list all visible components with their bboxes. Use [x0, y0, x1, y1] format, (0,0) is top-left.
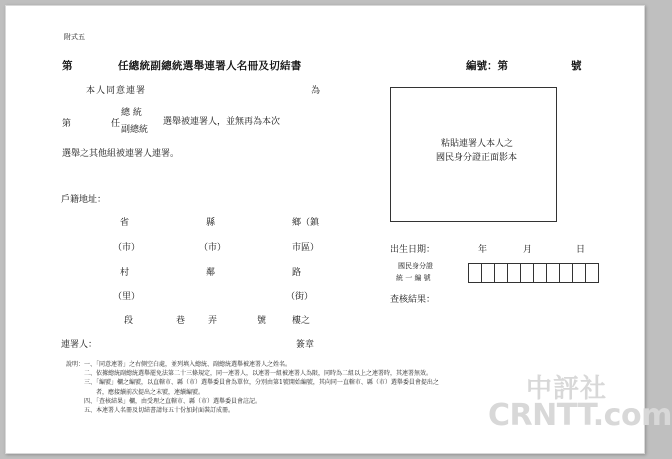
signer-label: 連署人： [61, 340, 98, 350]
id-photo-box [390, 87, 557, 222]
consent-line-2: 選舉被連署人，並無再為本次 [163, 117, 281, 127]
id-digit-box[interactable] [560, 263, 573, 283]
instruction-line: 五、本連署人名冊及切結書請每五十份加封面裝訂成冊。 [66, 407, 235, 415]
watermark-site-text: CRNTT.com [488, 398, 672, 433]
id-number-label-2: 統 一 編 號 [396, 274, 431, 282]
address-li: （里） [113, 292, 141, 302]
address-label: 戶籍地址： [61, 195, 107, 205]
option-president: 總 統 [121, 108, 142, 118]
term-prefix: 第 [62, 60, 73, 72]
instruction-line: 二、依據總統副總統選舉罷免法第二十三條規定，同一連署人，以連署一組被連署人為限，同時為二組以上之連署時，其連署無效。 [66, 370, 433, 378]
consent-ren: 任 [111, 119, 121, 129]
address-nong: 弄 [208, 316, 218, 326]
watermark-logo-text: 中評社 [526, 374, 608, 404]
address-xiang2: 巷 [176, 316, 186, 326]
instruction-line: 三、「編號」欄之編號，以直轄市、縣（市）選舉委員會為單位，分別由第1號開始編號，其向同一直轄市、縣（市）選舉委員會提出之 [66, 379, 439, 387]
address-duan: 段 [124, 316, 134, 326]
consent-line-3: 選舉之其他組被連署人連署。 [62, 149, 180, 159]
id-digit-box[interactable] [534, 263, 547, 283]
instruction-line: 四、「查核結果」欄，由受理之直轄市、縣（市）選舉委員會註記。 [66, 397, 262, 405]
address-lu: 路 [292, 268, 302, 278]
id-digit-box[interactable] [482, 263, 495, 283]
address-lin: 鄰 [206, 268, 216, 278]
address-hao: 號 [257, 316, 267, 326]
form-sheet [5, 5, 672, 454]
birth-month: 月 [523, 245, 533, 255]
annex-label: 附式五 [64, 33, 85, 41]
address-sheng: 省 [120, 218, 130, 228]
birth-year: 年 [478, 245, 488, 255]
form-title: 任總統副總統選舉連署人名冊及切結書 [118, 60, 302, 72]
number-suffix: 號 [571, 60, 582, 72]
consent-wei: 為 [311, 86, 321, 96]
sign-label: 簽章 [296, 340, 315, 350]
birth-day: 日 [576, 245, 586, 255]
photo-box-line-1: 粘貼連署人本人之 [441, 139, 514, 149]
id-digit-box[interactable] [495, 263, 508, 283]
number-label: 編號：第 [466, 60, 508, 72]
check-result-label: 查核結果： [390, 295, 436, 305]
option-vice-president: 副總統 [121, 125, 149, 135]
birth-date-label: 出生日期： [390, 245, 436, 255]
instructions [66, 360, 439, 415]
address-lou: 樓之 [292, 316, 311, 326]
address-xiang: 鄉（鎮 [292, 218, 320, 228]
consent-di: 第 [62, 119, 72, 129]
address-xian: 縣 [206, 218, 216, 228]
address-cun: 村 [120, 268, 130, 278]
address-shiqu: 市區） [292, 243, 320, 253]
address-shi-1: （市） [113, 243, 141, 253]
id-digit-box[interactable] [521, 263, 534, 283]
id-digit-box[interactable] [469, 263, 482, 283]
id-digit-box[interactable] [508, 263, 521, 283]
id-number-label-1: 國民身分證 [398, 262, 433, 270]
address-jie: （街） [286, 292, 314, 302]
id-digit-box[interactable] [586, 263, 599, 283]
instruction-line: 者，應接續前次提出之末號，連續編號。 [66, 388, 205, 396]
id-number-boxes[interactable] [468, 263, 599, 283]
id-digit-box[interactable] [573, 263, 586, 283]
consent-line-1: 本人同意連署 [86, 86, 147, 96]
photo-box-line-2: 國民身分證正面影本 [436, 153, 518, 163]
instruction-line: 說明：一、「同意連署」之右側空白處，並列填入總統、副總統選舉被連署人之姓名。 [66, 361, 292, 368]
address-shi-2: （市） [199, 243, 227, 253]
id-digit-box[interactable] [547, 263, 560, 283]
